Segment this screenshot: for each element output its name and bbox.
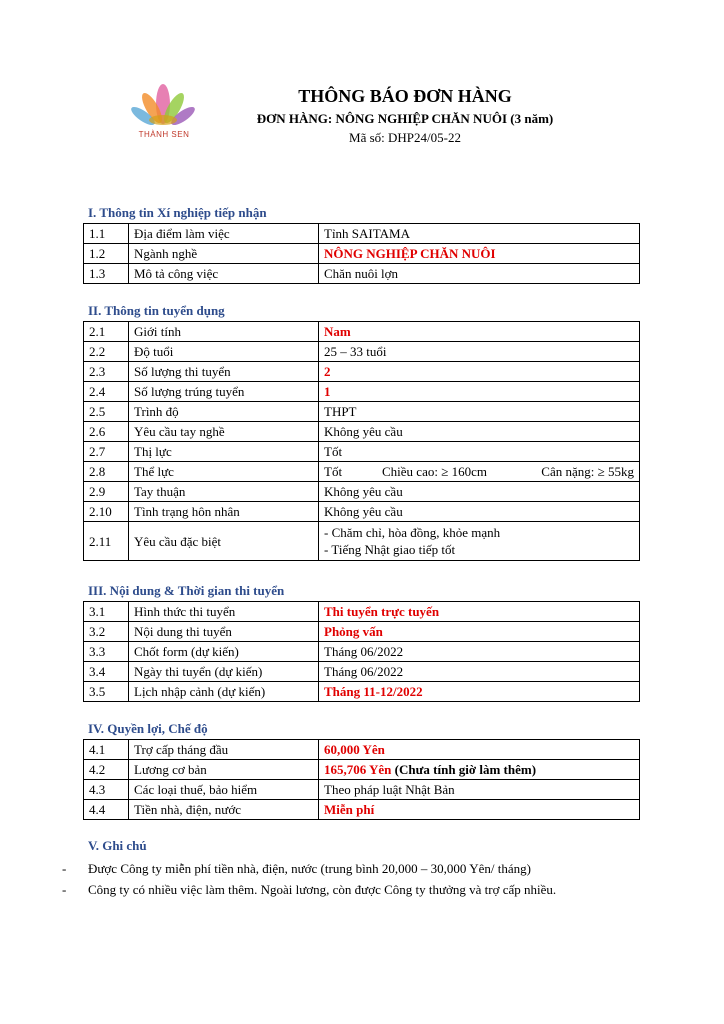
row-value: Tháng 06/2022 (319, 642, 640, 662)
row-number: 1.2 (84, 244, 129, 264)
row-number: 3.3 (84, 642, 129, 662)
section-heading-2: II. Thông tin tuyển dụng (88, 303, 225, 318)
row-label: Nội dung thi tuyển (129, 622, 319, 642)
row-label: Tình trạng hôn nhân (129, 502, 319, 522)
table-row (84, 602, 640, 622)
row-label: Chốt form (dự kiến) (129, 642, 319, 662)
row-value: 60,000 Yên (319, 740, 640, 760)
row-number: 2.4 (84, 382, 129, 402)
table-row (84, 224, 640, 244)
row-value: Nam (319, 322, 640, 342)
table-row (84, 422, 640, 442)
section-heading-1: I. Thông tin Xí nghiệp tiếp nhận (88, 205, 267, 220)
special-requirement: - Tiếng Nhật giao tiếp tốt (324, 542, 456, 557)
row-label: Ngành nghề (129, 244, 319, 264)
table-row (84, 342, 640, 362)
row-value: Tốt (319, 442, 640, 462)
row-value: Phỏng vấn (319, 622, 640, 642)
row-number: 4.2 (84, 760, 129, 780)
row-number: 2.8 (84, 462, 129, 482)
row-number: 3.4 (84, 662, 129, 682)
row-label: Mô tả công việc (129, 264, 319, 284)
table-row (84, 642, 640, 662)
row-value: THPT (319, 402, 640, 422)
row-number: 2.11 (84, 522, 129, 561)
note-text: Được Công ty miễn phí tiền nhà, điện, nước (trung bình 20,000 – 30,000 Yên/ tháng) (88, 861, 531, 876)
table-row (84, 322, 640, 342)
row-value: Không yêu cầu (319, 482, 640, 502)
row-label: Tiền nhà, điện, nước (129, 800, 319, 820)
table-row (84, 682, 640, 702)
row-number: 4.4 (84, 800, 129, 820)
row-value (319, 760, 640, 780)
salary-note: (Chưa tính giờ làm thêm) (394, 762, 537, 777)
row-number: 3.5 (84, 682, 129, 702)
row-label: Địa điểm làm việc (129, 224, 319, 244)
table-row (84, 800, 640, 820)
table-row (84, 382, 640, 402)
table-row (84, 362, 640, 382)
row-number: 2.5 (84, 402, 129, 422)
list-item: - Công ty có nhiều việc làm thêm. Ngoài lương, còn được Công ty thưởng và trợ cấp nhiều. (62, 879, 556, 900)
row-number: 1.3 (84, 264, 129, 284)
list-item: - Được Công ty miễn phí tiền nhà, điện, nước (trung bình 20,000 – 30,000 Yên/ tháng) (62, 858, 556, 879)
special-requirement: - Chăm chỉ, hòa đồng, khỏe mạnh (324, 525, 501, 540)
row-label: Lịch nhập cảnh (dự kiến) (129, 682, 319, 702)
table-row (84, 402, 640, 422)
row-label: Các loại thuế, bảo hiểm (129, 780, 319, 800)
recruitment-info-table (83, 321, 640, 561)
row-label: Trình độ (129, 402, 319, 422)
row-number: 2.3 (84, 362, 129, 382)
section-heading-5: V. Ghi chú (88, 838, 147, 853)
row-value: Theo pháp luật Nhật Bản (319, 780, 640, 800)
row-number: 3.1 (84, 602, 129, 622)
row-value: Không yêu cầu (319, 422, 640, 442)
row-number: 2.7 (84, 442, 129, 462)
height-requirement: Chiều cao: ≥ 160cm (382, 464, 487, 479)
table-row (84, 760, 640, 780)
row-label: Số lượng thi tuyển (129, 362, 319, 382)
table-row (84, 622, 640, 642)
row-value: Không yêu cầu (319, 502, 640, 522)
company-info-table (83, 223, 640, 284)
row-number: 2.9 (84, 482, 129, 502)
row-number: 2.1 (84, 322, 129, 342)
section-heading-3: III. Nội dung & Thời gian thi tuyển (88, 583, 285, 598)
row-number: 4.3 (84, 780, 129, 800)
table-row (84, 740, 640, 760)
exam-info-table (83, 601, 640, 702)
row-number: 2.6 (84, 422, 129, 442)
row-label: Thể lực (129, 462, 319, 482)
row-label: Số lượng trúng tuyển (129, 382, 319, 402)
row-label: Yêu cầu tay nghề (129, 422, 319, 442)
table-row (84, 502, 640, 522)
row-value: 1 (319, 382, 640, 402)
document-subtitle: ĐƠN HÀNG: NÔNG NGHIỆP CHĂN NUÔI (3 năm) (256, 111, 554, 126)
row-label: Độ tuổi (129, 342, 319, 362)
table-row (84, 462, 640, 482)
benefits-table (83, 739, 640, 820)
row-value: Tỉnh SAITAMA (319, 224, 640, 244)
row-label: Thị lực (129, 442, 319, 462)
row-number: 1.1 (84, 224, 129, 244)
section-heading-4: IV. Quyền lợi, Chế độ (88, 721, 208, 736)
table-row (84, 662, 640, 682)
row-value (319, 522, 640, 561)
row-label: Giới tính (129, 322, 319, 342)
row-value: 2 (319, 362, 640, 382)
row-value (319, 462, 640, 482)
row-value: Thi tuyển trực tuyến (319, 602, 640, 622)
row-value: NÔNG NGHIỆP CHĂN NUÔI (319, 244, 640, 264)
document-title: THÔNG BÁO ĐƠN HÀNG (298, 86, 512, 106)
row-value: Tháng 11-12/2022 (319, 682, 640, 702)
row-number: 2.10 (84, 502, 129, 522)
note-text: Công ty có nhiều việc làm thêm. Ngoài lương, còn được Công ty thưởng và trợ cấp nhiều. (88, 882, 557, 897)
salary-value: 165,706 Yên (324, 762, 392, 777)
logo-text: THÀNH SEN (138, 130, 190, 139)
row-value: Chăn nuôi lợn (319, 264, 640, 284)
row-value: Tháng 06/2022 (319, 662, 640, 682)
table-row (84, 264, 640, 284)
row-value: 25 – 33 tuổi (319, 342, 640, 362)
table-row (84, 442, 640, 462)
fitness-value: Tốt (324, 464, 343, 479)
row-value: Miễn phí (319, 800, 640, 820)
table-row (84, 244, 640, 264)
notes-list (62, 858, 556, 900)
row-number: 2.2 (84, 342, 129, 362)
row-label: Hình thức thi tuyển (129, 602, 319, 622)
row-label: Trợ cấp tháng đầu (129, 740, 319, 760)
row-label: Lương cơ bản (129, 760, 319, 780)
order-code: Mã số: DHP24/05-22 (349, 130, 461, 145)
row-label: Tay thuận (129, 482, 319, 502)
table-row (84, 482, 640, 502)
row-label: Yêu cầu đặc biệt (129, 522, 319, 561)
table-row (84, 522, 640, 561)
row-number: 3.2 (84, 622, 129, 642)
weight-requirement: Cân nặng: ≥ 55kg (541, 464, 634, 479)
table-row (84, 780, 640, 800)
row-label: Ngày thi tuyển (dự kiến) (129, 662, 319, 682)
row-number: 4.1 (84, 740, 129, 760)
